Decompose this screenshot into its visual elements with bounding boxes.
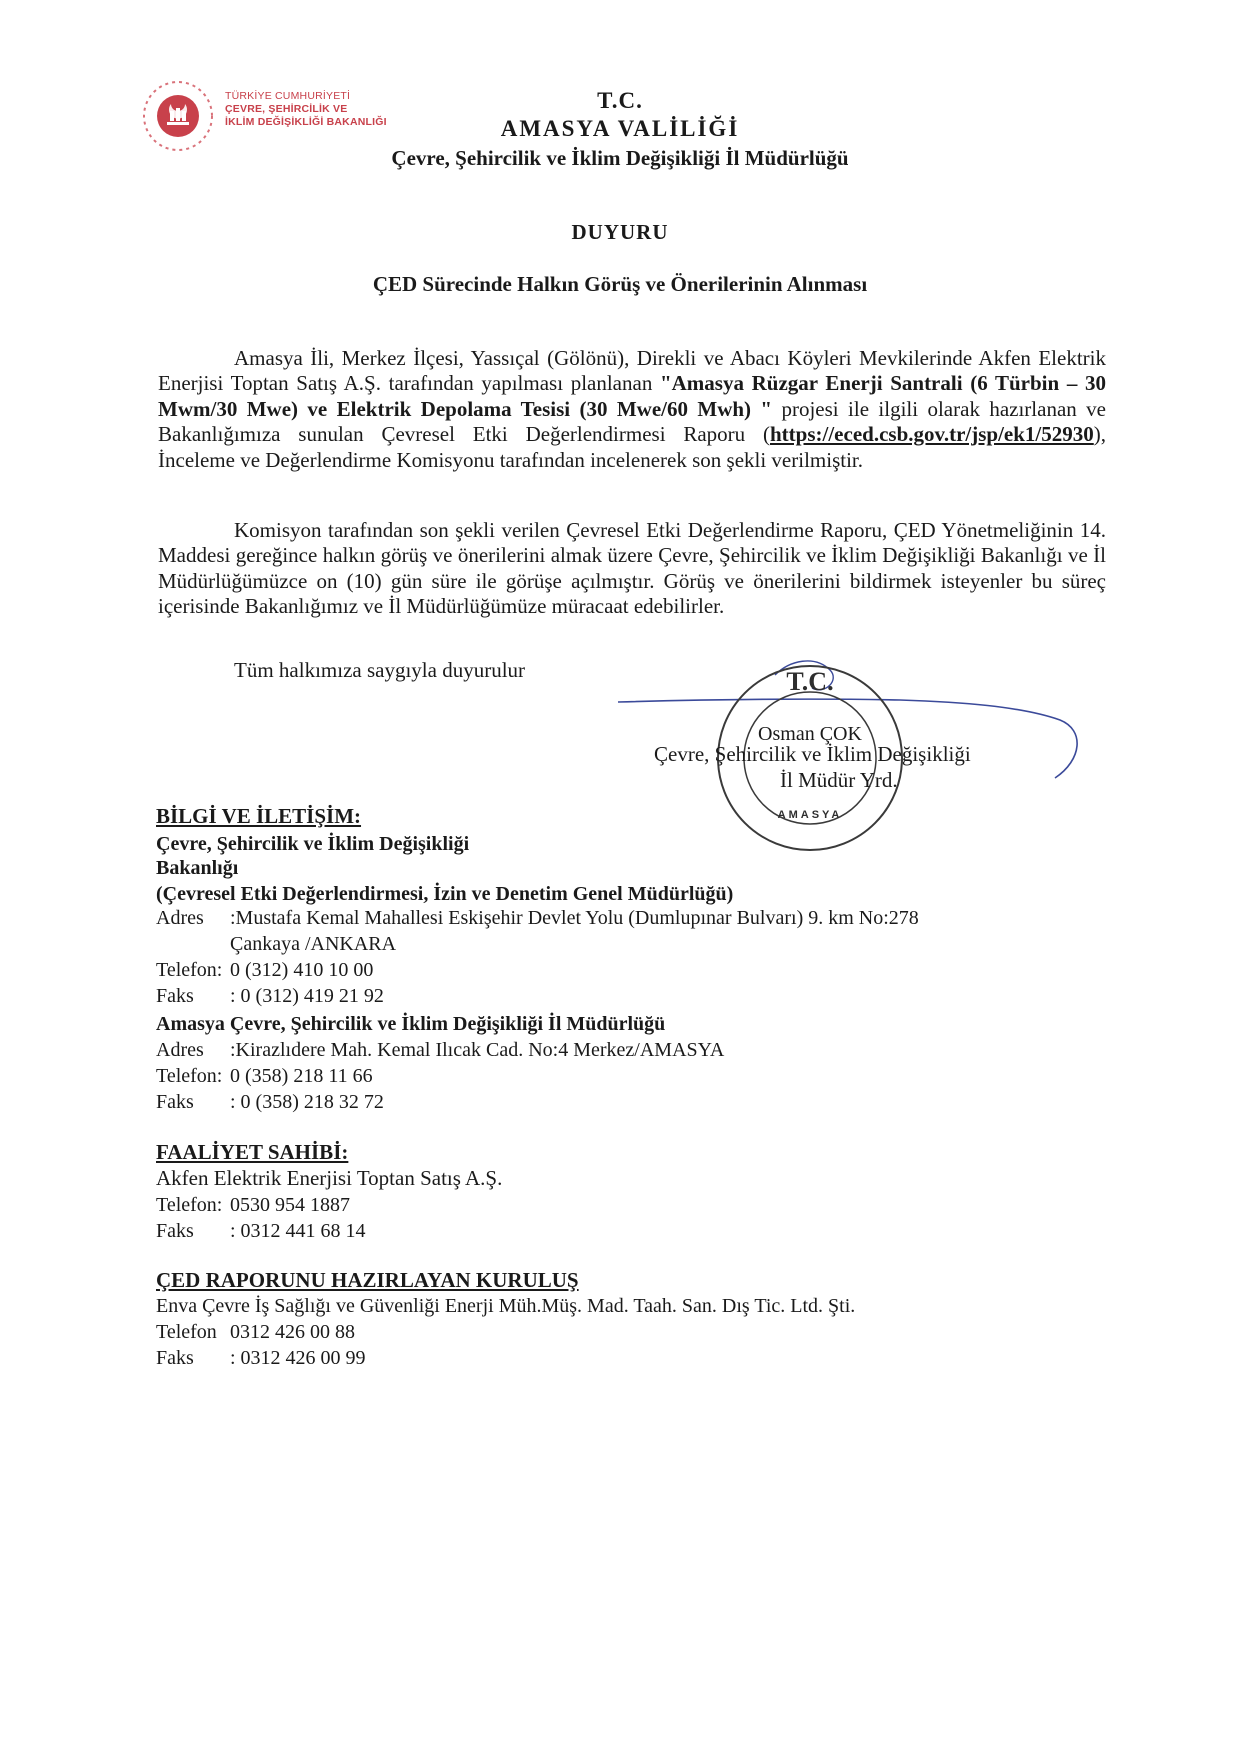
ministry-address [156,906,919,930]
report-preparer-phone [156,1320,355,1344]
phone-label: Telefon: [156,959,223,981]
project-owner-name: Akfen Elektrik Enerjisi Toptan Satış A.Ş. [156,1166,503,1190]
report-link[interactable]: https://eced.csb.gov.tr/jsp/ek1/52930 [770,422,1094,447]
logo-line-3: İKLİM DEĞİŞİKLİĞİ BAKANLIĞI [225,116,387,128]
project-owner-phone [156,1193,350,1217]
phone-value: 0530 954 1887 [230,1194,350,1216]
paragraph-2 [158,518,1106,620]
phone-value: 0 (312) 410 10 00 [230,959,374,981]
announcement-heading: DUYURU [571,220,669,244]
p1-project-name: "Amasya Rüzgar Enerji Santrali (6 Türbin – 30 Mwm/30 Mwe) ve Elektrik Depolama Tesisi (30 Mwe/60 Mwh) " [158,371,1106,421]
contact-section-title: BİLGİ VE İLETİŞİM: [156,804,362,828]
signatory-role-line-1: Çevre, Şehircilik ve İklim Değişikliği [654,742,971,766]
header-tc: T.C. [597,88,643,113]
fax-value: : 0312 426 00 99 [230,1347,366,1369]
address-value: :Kirazlıdere Mah. Kemal Ilıcak Cad. No:4 Merkez/AMASYA [230,1039,725,1061]
phone-label: Telefon: [156,1194,223,1216]
ministry-phone [156,958,373,982]
p1-text-b: projesi ile ilgili olarak hazırlanan ve Bakanlığımıza sunulan Çevresel Etki Değerlendirmesi Raporu ( [158,396,1106,447]
phone-value: 0 (358) 218 11 66 [230,1065,373,1087]
announcement-title: ÇED Sürecinde Halkın Görüş ve Önerilerinin Alınması [372,272,868,296]
phone-label: Telefon [156,1321,217,1343]
address-label: Adres [156,1039,204,1061]
fax-value: : 0312 441 68 14 [230,1220,366,1242]
logo-line-1: TÜRKİYE CUMHURİYETİ [225,90,351,102]
signatory-name: Osman ÇOK [758,723,862,745]
address-value: :Mustafa Kemal Mahallesi Eskişehir Devlet Yolu (Dumlupınar Bulvarı) 9. km No:278 [230,907,919,929]
address-label: Adres [156,907,204,929]
p2-text: Komisyon tarafından son şekli verilen Çevresel Etki Değerlendirme Raporu, ÇED Yönetmeliğinin 14. Maddesi gereğince halkın görüş ve önerilerini almak üzere Çevre, Şehircilik ve İklim Değişikliği Bakanlığı ve İl Müdürlüğümüzce on (10) gün süre ile görüşe açılmıştır. Görüş ve önerilerini bildirmek isteyenler bu süreç içerisinde Bakanlığımız ve İl Müdürlüğümüze müracaat edebilirler. [158,518,1106,619]
header-mudurluk: Çevre, Şehircilik ve İklim Değişikliği İl Müdürlüğü [391,146,849,170]
paragraph-1 [158,346,1106,473]
phone-value: 0312 426 00 88 [230,1321,355,1343]
p1-text-a: Amasya İli, Merkez İlçesi, Yassıçal (Gölönü), Direkli ve Abacı Köyleri Mevkilerinde Akfen Elektrik Enerjisi Toptan Satış A.Ş. tarafından yapılması planlanan [158,346,1106,396]
header-valilik: AMASYA VALİLİĞİ [500,116,740,141]
report-preparer-name: Enva Çevre İş Sağlığı ve Güvenliği Enerji Müh.Müş. Mad. Taah. San. Dış Tic. Ltd. Şti. [156,1295,856,1317]
stamp-city: AMASYA [777,809,843,821]
ministry-name-line-2: Bakanlığı [156,857,239,879]
directorate-fax [156,1090,384,1114]
paragraph-3: Tüm halkımıza saygıyla duyurulur [234,658,526,682]
phone-label: Telefon: [156,1065,223,1087]
fax-label: Faks [156,1347,194,1369]
fax-label: Faks [156,1091,194,1113]
project-owner-title: FAALİYET SAHİBİ: [156,1140,349,1164]
logo-line-2: ÇEVRE, ŞEHİRCİLİK VE [225,103,348,115]
ministry-fax [156,984,384,1008]
fax-value: : 0 (358) 218 32 72 [230,1091,384,1113]
directorate-name: Amasya Çevre, Şehircilik ve İklim Değişikliği İl Müdürlüğü [156,1013,666,1035]
fax-label: Faks [156,985,194,1007]
directorate-phone [156,1064,373,1088]
project-owner-fax [156,1219,366,1243]
report-preparer-title: ÇED RAPORUNU HAZIRLAYAN KURULUŞ [156,1268,579,1292]
fax-value: : 0 (312) 419 21 92 [230,985,384,1007]
fax-label: Faks [156,1220,194,1242]
ministry-address-line-2: Çankaya /ANKARA [230,933,397,955]
report-preparer-fax [156,1346,366,1370]
ministry-name-line-1: Çevre, Şehircilik ve İklim Değişikliği [156,833,470,855]
directorate-address [156,1038,724,1062]
stamp-tc: T.C. [786,667,834,696]
signatory-role-line-2: İl Müdür Yrd. [780,768,898,792]
p1-text-c: ), İnceleme ve Değerlendirme Komisyonu tarafından incelenerek son şekli verilmiştir. [158,422,1106,472]
ministry-directorate: (Çevresel Etki Değerlendirmesi, İzin ve Denetim Genel Müdürlüğü) [156,883,734,905]
